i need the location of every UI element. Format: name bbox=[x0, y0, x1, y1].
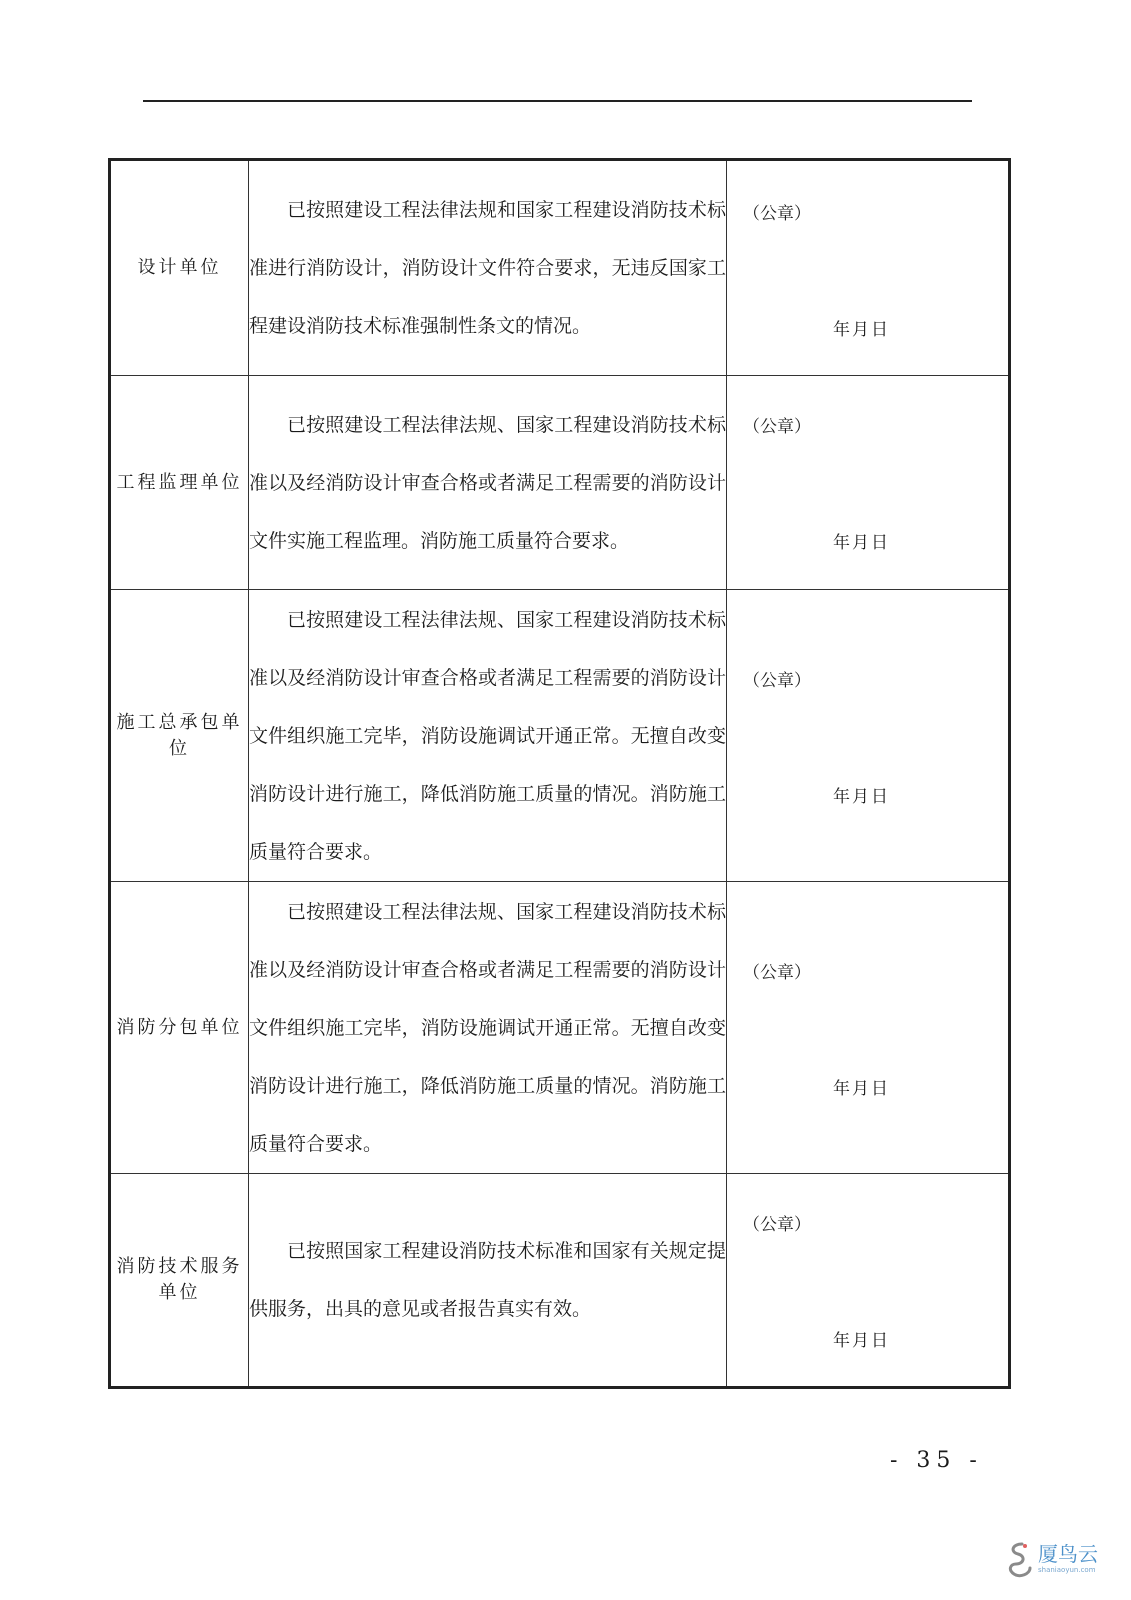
table-row bbox=[110, 1174, 1010, 1388]
date-label: 年月日 bbox=[833, 787, 890, 807]
unit-name: 消防分包单位 bbox=[110, 882, 249, 1174]
seal-label: （公章） bbox=[743, 963, 811, 983]
table-row bbox=[110, 376, 1010, 590]
page-number: - 35 - bbox=[890, 1448, 983, 1473]
bird-logo-icon bbox=[1000, 1538, 1040, 1582]
date-label: 年月日 bbox=[833, 1079, 890, 1099]
seal-label: （公章） bbox=[743, 204, 811, 224]
statement-cell bbox=[249, 590, 727, 882]
statement-cell bbox=[249, 1174, 727, 1388]
unit-name: 施工总承包单位 bbox=[110, 590, 249, 882]
statement-text: 已按照建设工程法律法规、国家工程建设消防技术标准以及经消防设计审查合格或者满足工程需要的消防设计文件组织施工完毕，消防设施调试开通正常。无擅自改变消防设计进行施工，降低消防施工质量的情况。消防施工质量符合要求。 bbox=[249, 900, 726, 1155]
statement-cell bbox=[249, 882, 727, 1174]
seal-label: （公章） bbox=[743, 671, 811, 691]
seal-cell bbox=[727, 590, 1010, 882]
watermark-subtext: shaniaoyun.com bbox=[1038, 1566, 1096, 1574]
watermark-logo bbox=[1000, 1538, 1100, 1582]
unit-name: 设计单位 bbox=[110, 160, 249, 376]
statement-text: 已按照建设工程法律法规、国家工程建设消防技术标准以及经消防设计审查合格或者满足工程需要的消防设计文件组织施工完毕，消防设施调试开通正常。无擅自改变消防设计进行施工，降低消防施工质量的情况。消防施工质量符合要求。 bbox=[249, 608, 726, 863]
statement-cell bbox=[249, 376, 727, 590]
seal-cell bbox=[727, 160, 1010, 376]
date-label: 年月日 bbox=[833, 1331, 890, 1351]
acceptance-table bbox=[108, 158, 1011, 1389]
statement-cell bbox=[249, 160, 727, 376]
seal-label: （公章） bbox=[743, 417, 811, 437]
statement-text: 已按照建设工程法律法规、国家工程建设消防技术标准以及经消防设计审查合格或者满足工程需要的消防设计文件实施工程监理。消防施工质量符合要求。 bbox=[249, 413, 726, 552]
table-row bbox=[110, 160, 1010, 376]
unit-name: 工程监理单位 bbox=[110, 376, 249, 590]
seal-cell bbox=[727, 882, 1010, 1174]
seal-cell bbox=[727, 1174, 1010, 1388]
statement-text: 已按照建设工程法律法规和国家工程建设消防技术标准进行消防设计，消防设计文件符合要求，无违反国家工程建设消防技术标准强制性条文的情况。 bbox=[249, 199, 726, 337]
watermark-text: 厦鸟云 bbox=[1038, 1542, 1098, 1566]
unit-name: 消防技术服务单位 bbox=[110, 1174, 249, 1388]
table-row bbox=[110, 590, 1010, 882]
statement-text: 已按照国家工程建设消防技术标准和国家有关规定提供服务，出具的意见或者报告真实有效。 bbox=[249, 1240, 726, 1320]
seal-label: （公章） bbox=[743, 1215, 811, 1235]
date-label: 年月日 bbox=[833, 533, 890, 553]
seal-cell bbox=[727, 376, 1010, 590]
date-label: 年月日 bbox=[833, 320, 890, 340]
header-rule bbox=[143, 100, 972, 102]
table-row bbox=[110, 882, 1010, 1174]
